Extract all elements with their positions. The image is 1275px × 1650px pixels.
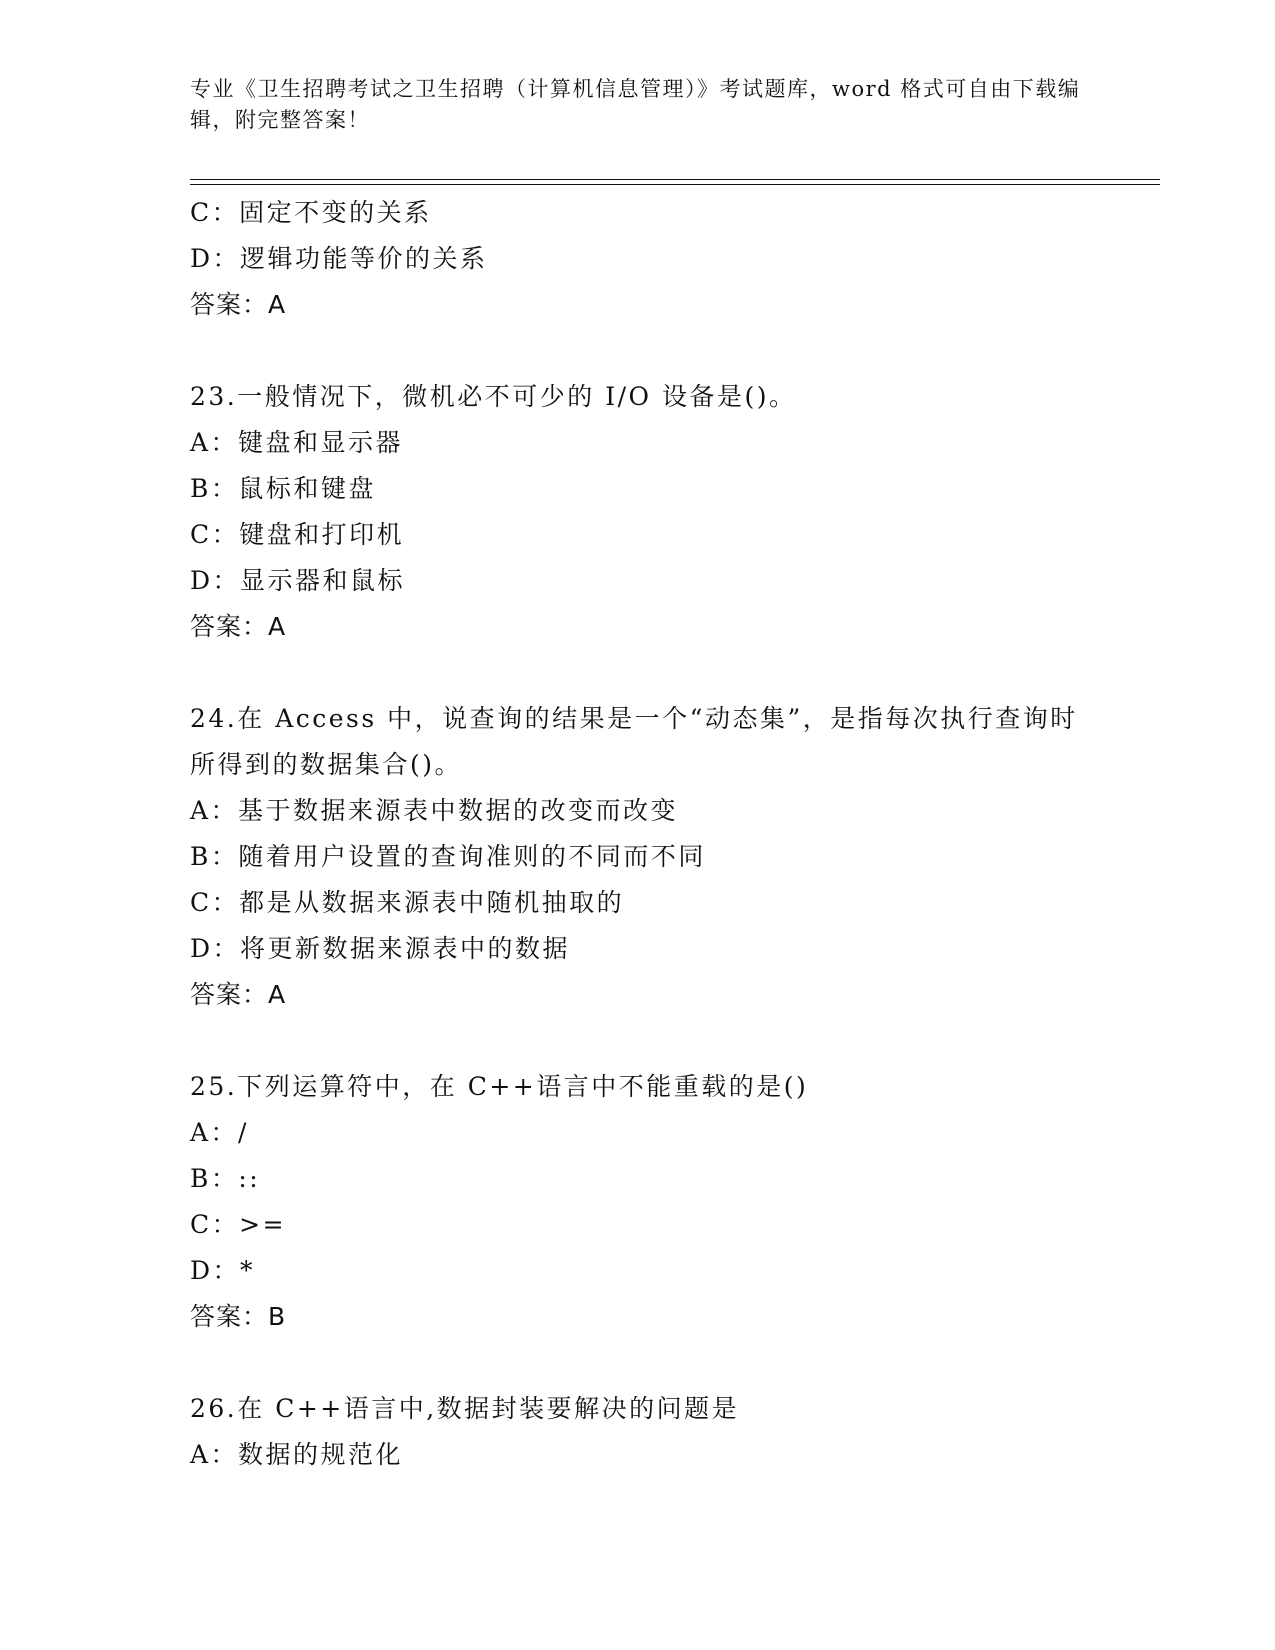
- option-a: A：键盘和显示器: [190, 428, 404, 457]
- option-d: D：*: [190, 1256, 256, 1285]
- option-b: B：随着用户设置的查询准则的不同而不同: [190, 842, 706, 871]
- answer: 答案：A: [190, 612, 287, 641]
- option-c: C：键盘和打印机: [190, 520, 405, 549]
- question-list: [190, 190, 1090, 1478]
- question-26: [190, 1386, 1090, 1478]
- question-stem: 26.在 C++语言中,数据封装要解决的问题是: [190, 1394, 740, 1423]
- option-a: A：/: [190, 1118, 249, 1147]
- option-a: A：数据的规范化: [190, 1440, 404, 1469]
- option-b: B：鼠标和键盘: [190, 474, 376, 503]
- option-c: C：固定不变的关系: [190, 198, 432, 227]
- option-a: A：基于数据来源表中数据的改变而改变: [190, 796, 679, 825]
- question-22-tail: [190, 190, 1090, 328]
- option-d: D：将更新数据来源表中的数据: [190, 934, 571, 963]
- answer: 答案：A: [190, 980, 287, 1009]
- option-d: D：显示器和鼠标: [190, 566, 406, 595]
- question-25: [190, 1064, 1090, 1340]
- option-c: C：>=: [190, 1210, 287, 1239]
- option-d: D：逻辑功能等价的关系: [190, 244, 488, 273]
- option-c: C：都是从数据来源表中随机抽取的: [190, 888, 625, 917]
- answer: 答案：A: [190, 290, 287, 319]
- question-stem: 25.下列运算符中，在 C++语言中不能重载的是(): [190, 1072, 809, 1101]
- question-stem: 23.一般情况下，微机必不可少的 I/O 设备是()。: [190, 382, 797, 411]
- document-header: 专业《卫生招聘考试之卫生招聘（计算机信息管理）》考试题库，word 格式可自由下载编辑，附完整答案！: [190, 77, 1081, 132]
- question-23: [190, 374, 1090, 650]
- header-rule-bottom: [190, 184, 1160, 185]
- option-b: B：::: [190, 1164, 261, 1193]
- question-24: [190, 696, 1090, 1018]
- header-rule-top: [190, 179, 1160, 180]
- answer: 答案：B: [190, 1302, 287, 1331]
- question-stem: 24.在 Access 中，说查询的结果是一个“动态集”，是指每次执行查询时所得到的数据集合()。: [190, 704, 1078, 779]
